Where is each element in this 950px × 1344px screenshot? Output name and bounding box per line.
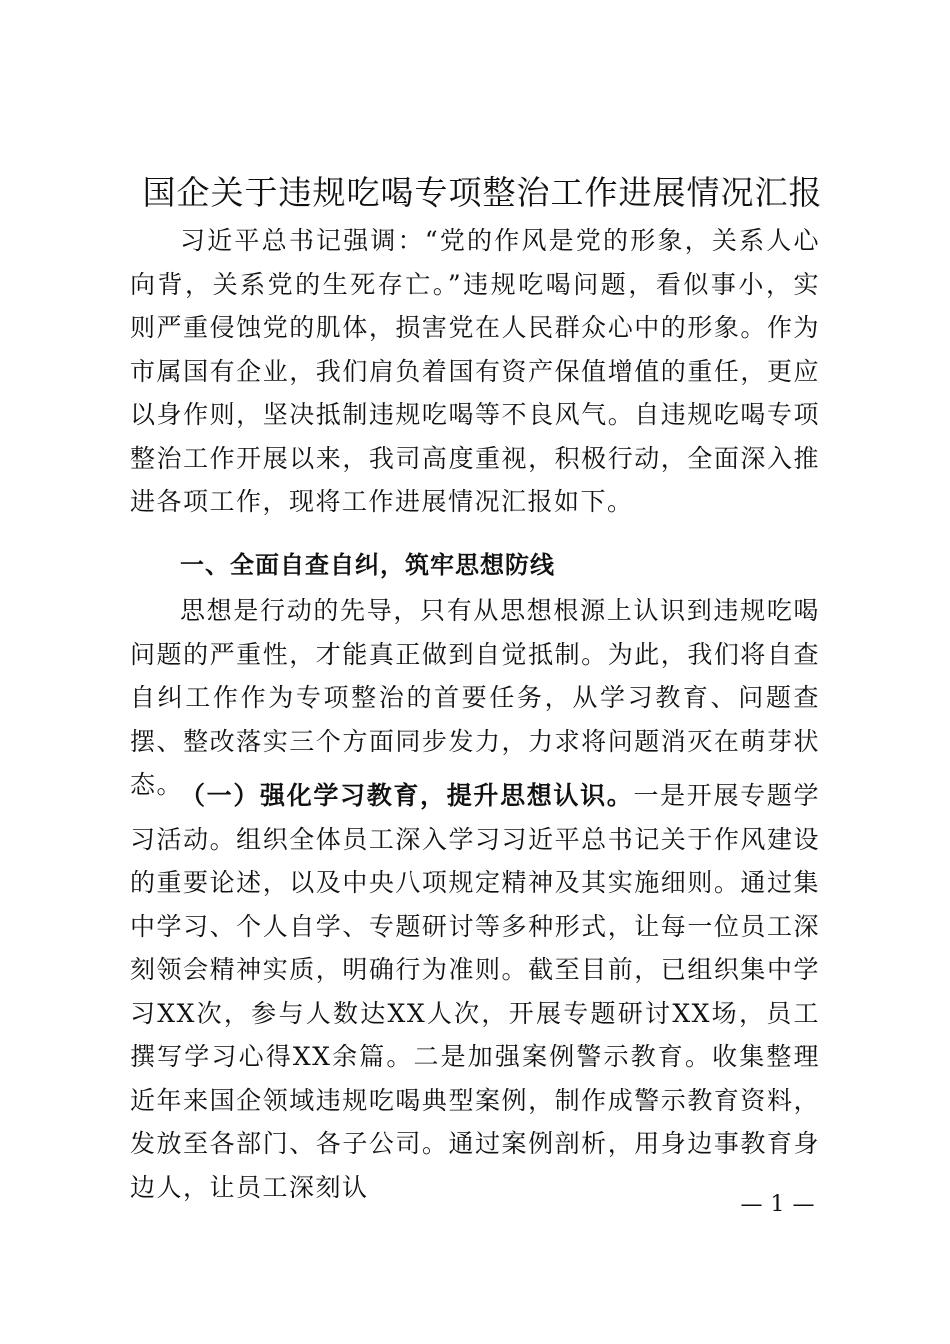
subsection-1-text: 一是开展专题学习活动。组织全体员工深入学习习近平总书记关于作风建设的重要论述，以及中央八项规定精神及其实施细则。通过集中学习、个人自学、专题研讨等多种形式，让每一位员工深刻领会精神实质，明确行为准则。截至目前，已组织集中学习XX次，参与人数达XX人次，开展专题研讨XX场，员工撰写学习心得XX余篇。二是加强案例警示教育。收集整理近年来国企领域违规吃喝典型案例，制作成警示教育资料，发放至各部门、各子公司。通过案例剖析，用身边事教育身边人，让员工深刻认 [130, 781, 820, 1202]
intro-paragraph: 习近平总书记强调：“党的作风是党的形象，关系人心向背，关系党的生死存亡。”违规吃喝问题，看似事小，实则严重侵蚀党的肌体，损害党在人民群众心中的形象。作为市属国有企业，我们肩负着国有资产保值增值的重任，更应以身作则，坚决抵制违规吃喝等不良风气。自违规吃喝专项整治工作开展以来，我司高度重视，积极行动，全面深入推进各项工作，现将工作进展情况汇报如下。 [130, 226, 820, 516]
section-1-paragraph: 思想是行动的先导，只有从思想根源上认识到违规吃喝问题的严重性，才能真正做到自觉抵制。为此，我们将自查自纠工作作为专项整治的首要任务，从学习教育、问题查摆、整改落实三个方面同步发力，力求将问题消灭在萌芽状态。 [130, 596, 820, 799]
subsection-heading-1: （一）强化学习教育，提升思想认识。 [180, 781, 634, 810]
subsection-1-paragraph [130, 774, 820, 1209]
page-number: — 1 — [740, 1192, 815, 1217]
document-title: 国企关于违规吃喝专项整治工作进展情况汇报 [142, 173, 823, 212]
section-heading-1: 一、全面自查自纠，筑牢思想防线 [180, 551, 555, 579]
